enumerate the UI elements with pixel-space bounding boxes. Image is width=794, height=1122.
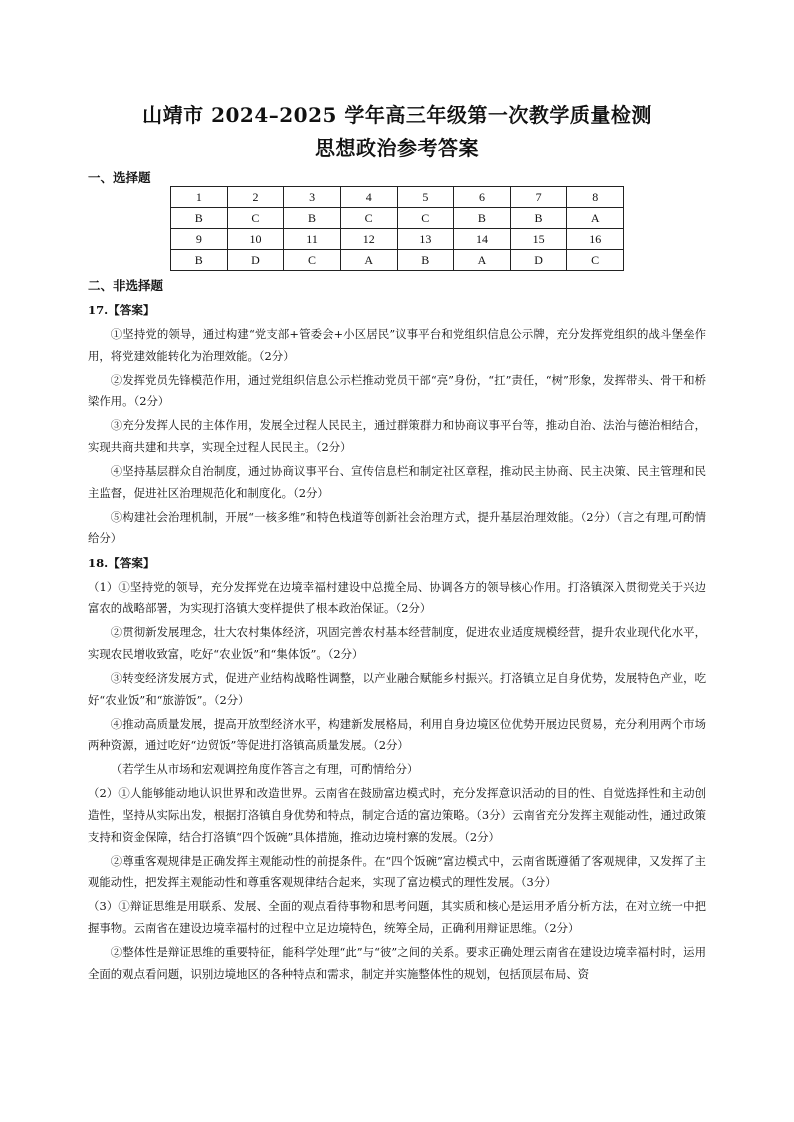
answer-table-cell: A [567,208,624,229]
answer-table-row [171,250,624,271]
answer-table-cell: B [171,250,228,271]
answer-table-cell: 15 [510,229,567,250]
answer-table-cell: B [454,208,511,229]
answer-table-cell: 8 [567,187,624,208]
answer-table-cell: 1 [171,187,228,208]
answer-table-cell: D [227,250,284,271]
q18-point: （3）①辩证思维是用联系、发展、全面的观点看待事物和思考问题，其实质和核心是运用矛盾分析方法，在对立统一中把握事物。云南省在建设边境幸福村的过程中立足边境特色，统筹全局，正确利用辩证思维。（2分） [88,899,706,936]
q17-point: ④坚持基层群众自治制度，通过协商议事平台、宣传信息栏和制定社区章程，推动民主协商、民主决策、民主管理和民主监督，促进社区治理规范化和制度化。（2分） [88,464,706,500]
question-17-heading: 17.【答案】 [88,303,155,317]
question-18-heading: 18.【答案】 [88,555,155,570]
answer-body [88,300,706,988]
answer-table-cell: 13 [397,229,454,250]
answer-table-cell: C [397,208,454,229]
q18-point: ④推动高质量发展，提高开放型经济水平，构建新发展格局，利用自身边境区位优势开展边民贸易，充分利用两个市场两种资源，通过吃好“边贸饭”等促进打洛镇高质量发展。（2分） [88,716,706,753]
answer-table-cell: 3 [284,187,341,208]
answer-table-cell: B [284,208,341,229]
page-title: 山靖市 2024–2025 学年高三年级第一次教学质量检测 [142,103,652,127]
answer-table-cell: 4 [340,187,397,208]
answer-table-cell: C [340,208,397,229]
answer-table-cell: 16 [567,229,624,250]
section-heading-nonchoice: 二、非选择题 [88,278,164,293]
answer-table-cell: 5 [397,187,454,208]
q18-point: ②整体性是辩证思维的重要特征，能科学处理“此”与“彼”之间的关系。要求正确处理云南省在建设边境幸福村时，运用全面的观点看问题，识别边境地区的各种特点和需求，制定并实施整体性的规划，包括顶层布局、资 [88,945,706,981]
page-subtitle: 思想政治参考答案 [315,136,479,160]
answer-table-cell: A [340,250,397,271]
answer-table-cell: B [510,208,567,229]
answer-table-cell: C [567,250,624,271]
q18-point: （1）①坚持党的领导，充分发挥党在边境幸福村建设中总揽全局、协调各方的领导核心作用。打洛镇深入贯彻党关于兴边富农的战略部署，为实现打洛镇大变样提供了根本政治保证。（2分） [88,579,706,616]
answer-table-row [171,208,624,229]
answer-table-cell: D [510,250,567,271]
q17-point: ②发挥党员先锋模范作用，通过党组织信息公示栏推动党员干部“亮”身份，“扛”责任，“树”形象，发挥带头、骨干和桥梁作用。（2分） [88,372,706,409]
q18-point: ③转变经济发展方式，促进产业结构战略性调整，以产业融合赋能乡村振兴。打洛镇立足自身优势，发展特色产业，吃好“农业饭”和“旅游饭”。（2分） [88,671,706,707]
answer-table [170,186,624,271]
section-heading-choice: 一、选择题 [88,170,151,185]
answer-table-cell: C [227,208,284,229]
answer-table-cell: 10 [227,229,284,250]
answer-table-cell: 14 [454,229,511,250]
q17-point: ⑤构建社会治理机制，开展“一核多维”和特色栈道等创新社会治理方式，提升基层治理效能。（2分）（言之有理,可酌情给分） [88,509,706,546]
answer-table-row [171,187,624,208]
answer-table-cell: B [397,250,454,271]
answer-table-row [171,229,624,250]
q18-note: （若学生从市场和宏观调控角度作答言之有理，可酌情给分） [110,762,419,777]
answer-table-cell: 12 [340,229,397,250]
q18-point: ②尊重客观规律是正确发挥主观能动性的前提条件。在“四个饭碗”富边模式中，云南省既遵循了客观规律，又发挥了主观能动性，把发挥主观能动性和尊重客观规律结合起来，实现了富边模式的理性发展。（3分） [88,853,706,890]
q18-point: ②贯彻新发展理念，壮大农村集体经济，巩固完善农村基本经营制度，促进农业适度规模经营，提升农业现代化水平，实现农民增收致富，吃好“农业饭”和“集体饭”。（2分） [88,625,706,661]
answer-table-cell: C [284,250,341,271]
answer-table-cell: 9 [171,229,228,250]
q17-point: ③充分发挥人民的主体作用，发展全过程人民民主，通过群策群力和协商议事平台等，推动自治、法治与德治相结合，实现共商共建和共享，实现全过程人民民主。（2分） [88,418,706,455]
answer-table-cell: 6 [454,187,511,208]
answer-table-cell: 7 [510,187,567,208]
answer-table-cell: 2 [227,187,284,208]
q18-point: （2）①人能够能动地认识世界和改造世界。云南省在鼓励富边模式时，充分发挥意识活动的目的性、自觉选择性和主动创造性，坚持从实际出发，根据打洛镇自身优势和特点，制定合适的富边策略。（3分）云南省充分发挥主观能动性，通过政策支持和资金保障，结合打洛镇“四个饭碗”具体措施，推动边境村寨的发展。（2分） [88,786,706,844]
q17-point: ①坚持党的领导，通过构建“党支部+管委会+小区居民”议事平台和党组织信息公示牌，充分发挥党组织的战斗堡垒作用，将党建效能转化为治理效能。（2分） [88,327,706,363]
answer-table-cell: B [171,208,228,229]
answer-table-cell: 11 [284,229,341,250]
answer-table-cell: A [454,250,511,271]
